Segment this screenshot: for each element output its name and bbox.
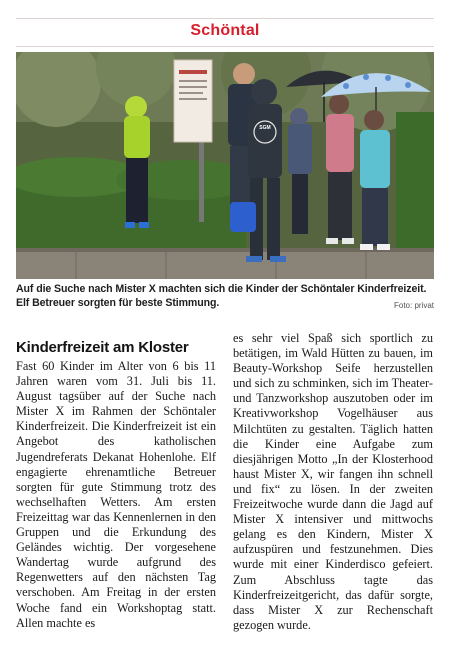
top-rule xyxy=(16,18,434,19)
article-column-right xyxy=(233,331,433,633)
hoodie-print: SGM xyxy=(259,125,271,131)
section-title: Schöntal xyxy=(190,22,260,39)
article-headline: Kinderfreizeit am Kloster xyxy=(16,339,189,356)
photo-credit: Foto: privat xyxy=(393,301,434,310)
photo-caption: Auf die Suche nach Mister X machten sich die Kinder der Schöntaler Kinderfreizeit. Elf Betreuer sorgten für beste Stimmung. xyxy=(16,283,427,309)
article-text-left: Fast 60 Kinder im Alter von 6 bis 11 Jahren waren vom 31. Juli bis 11. August tagsüber auf der Suche nach Mister X im Rahmen der Schöntaler Kinderfreizeit. Die Kinderfreizeit ist ein Angebot des katholischen Jugendreferats Dekanat Hohenlohe. Elf engagierte ehrenamtliche Betreuer sorgten für gute Stimmung trotz des wechselhaften Wetters. Am ersten Freizeittag war das Kennenlernen in den Gruppen und die Erkundung des Geländes wichtig. Der vorgesehene Wandertag wurde aufgrund des Regenwetters auf den nächsten Tag verschoben. Am Freitag in der ersten Woche fand ein Workshoptag statt. Allen machte es xyxy=(16,359,216,630)
article-column-left xyxy=(16,359,216,631)
article-photo xyxy=(16,52,434,279)
photo-illustration xyxy=(16,52,434,279)
article-text-right: es sehr viel Spaß sich sportlich zu betätigen, im Wald Hütten zu bauen, im Beauty-Workshop Seife herzustellen und sich zu schminken, sich im Theater- und Tanzworkshop auszutoben oder im Kreativworkshop Vogelhäuser aus Milchtüten zu gestalten. Täglich hatten die Kinder eine Aufgabe zum diesjährigen Motto „In der Klosterhood haust Mister X, wir fangen ihn schnell und fix“ zu lösen. In der zweiten Freizeitwoche wurde dann die Jagd auf Mister X intensiver und mittwochs gelang es den Kindern, Mister X aufzuspüren und festzunehmen. Dies wurde mit einer Kinderdisco gefeiert. Zum Abschluss tagte das Kinderfreizeitgericht, das dafür sorgte, dass Mister X zur Rechenschaft gezogen wurde. xyxy=(233,331,433,632)
section-rule xyxy=(16,46,434,47)
